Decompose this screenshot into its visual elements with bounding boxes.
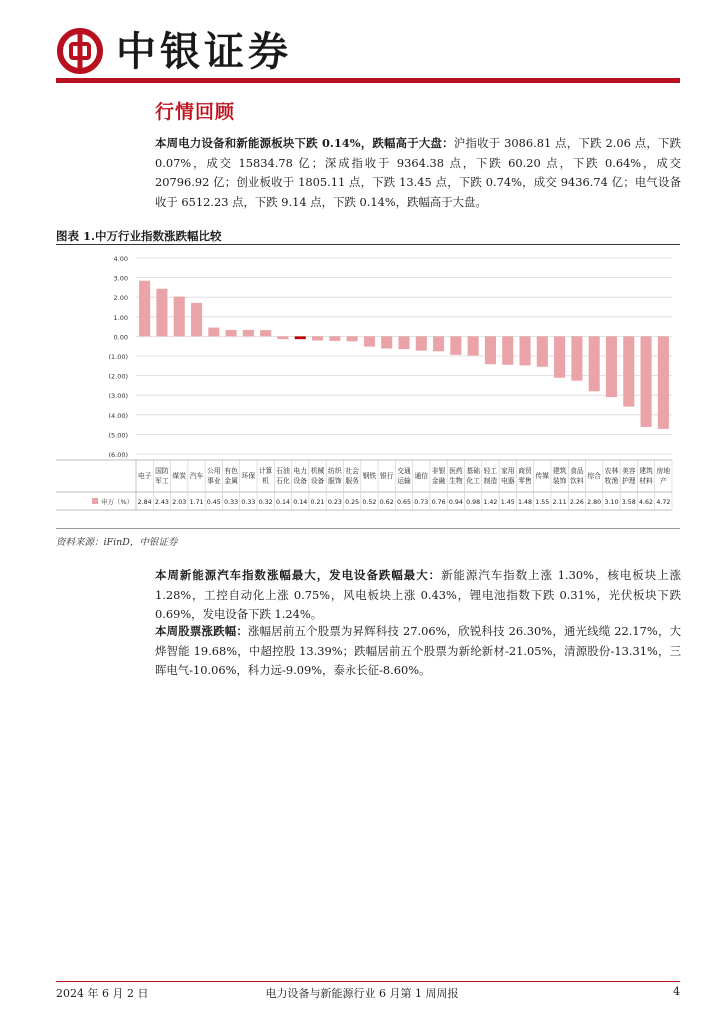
figure-title: 图表 1.中万行业指数涨跌幅比较	[56, 229, 222, 243]
bar	[450, 336, 461, 354]
x-category-label: 产	[659, 477, 667, 485]
y-tick-label: (6.00)	[108, 451, 128, 459]
bar	[277, 336, 288, 339]
x-category-label: 纺织	[328, 467, 342, 475]
value-label: 0.14	[275, 499, 290, 506]
x-category-label: 护理	[621, 477, 636, 485]
x-category-label: 生物	[449, 477, 463, 485]
value-label: 0.98	[466, 499, 481, 506]
bar	[139, 281, 150, 337]
x-category-label: 基础	[466, 467, 480, 475]
x-category-label: 环保	[241, 472, 256, 480]
y-tick-label: 0.00	[113, 333, 128, 342]
section-title: 行情回顾	[155, 101, 236, 123]
x-category-label: 商贸	[518, 467, 532, 475]
x-category-label: 制造	[483, 477, 498, 485]
source-note: 资料来源：iFinD，中银证券	[56, 537, 178, 548]
bar	[295, 336, 306, 339]
x-category-label: 医药	[449, 467, 463, 475]
value-label: 4.72	[656, 499, 671, 506]
x-category-label: 金属	[224, 477, 238, 485]
value-label: 0.32	[258, 499, 273, 506]
value-label: 0.21	[310, 499, 325, 506]
paragraph-body: 新能源汽车指数上涨 1.30%，核电板块上涨 1.28%，工控自动化上涨 0.75%，风电板块上涨 0.43%，锂电池指数下跌 0.31%，光伏板块下跌 0.69%，发电设备下跌 1.24%。	[155, 568, 681, 621]
x-category-label: 汽车	[189, 472, 204, 480]
bar	[433, 336, 444, 351]
value-label: 1.55	[535, 499, 550, 506]
x-category-label: 军工	[155, 477, 169, 485]
bar	[398, 336, 409, 349]
paragraph-body: 沪指收于 3086.81 点，下跌 2.06 点，下跌 0.07%，成交 15834.78 亿；深成指收于 9364.38 点，下跌 60.20 点，下跌 0.64%，成交 20796.92 亿；创业板收于 1805.11 点，下跌 13.45 点，下跌 0.74%，成交 9436.74 亿；电气设备收于 6512.23 点，下跌 9.14 点，下跌 0.14%，跌幅高于大盘。	[155, 136, 681, 209]
x-category-label: 牧渔	[604, 477, 619, 485]
bar	[174, 297, 185, 337]
bar	[641, 336, 652, 427]
paragraph-lead: 本周电力设备和新能源板块下跌 0.14%，跌幅高于大盘：	[155, 136, 454, 150]
value-label: 0.45	[206, 499, 221, 506]
value-label: 0.73	[414, 499, 429, 506]
x-category-label: 传媒	[535, 472, 550, 480]
y-tick-label: 4.00	[113, 255, 128, 263]
x-category-label: 综合	[587, 472, 601, 480]
bar	[329, 336, 340, 341]
value-label: 2.03	[172, 499, 187, 506]
x-category-label: 家用	[500, 467, 515, 475]
x-category-label: 装饰	[552, 477, 567, 485]
bank-of-china-logo-icon	[56, 27, 104, 75]
value-label: 2.80	[587, 499, 602, 506]
bar	[468, 336, 479, 355]
x-category-label: 饮料	[570, 477, 584, 485]
x-category-label: 煤炭	[172, 472, 187, 480]
bar	[554, 336, 565, 377]
market-review-paragraph	[155, 134, 681, 212]
bar	[156, 289, 167, 337]
x-category-label: 公用	[207, 467, 221, 475]
x-category-label: 电器	[500, 477, 515, 485]
value-label: 0.25	[345, 499, 360, 506]
y-tick-label: (5.00)	[108, 431, 128, 440]
legend-swatch	[92, 498, 98, 504]
x-category-label: 化工	[466, 477, 480, 485]
footer-report-title: 电力设备与新能源行业 6 月第 1 周周报	[265, 987, 459, 1000]
value-label: 2.84	[137, 499, 152, 506]
bar	[364, 336, 375, 346]
bar	[658, 336, 669, 429]
x-category-label: 计算	[258, 467, 273, 475]
x-category-label: 建筑	[639, 467, 653, 475]
x-category-label: 材料	[639, 477, 653, 485]
value-label: 1.71	[189, 499, 204, 506]
y-tick-label: 1.00	[113, 313, 128, 322]
x-category-label: 交通	[397, 467, 411, 475]
bar	[260, 330, 271, 336]
bar	[485, 336, 496, 364]
industry-change-bar-chart	[56, 248, 680, 528]
value-label: 0.94	[448, 499, 463, 506]
x-category-label: 零售	[518, 477, 532, 485]
value-label: 1.45	[500, 499, 515, 506]
value-label: 0.62	[379, 499, 394, 506]
sector-index-paragraph	[155, 566, 681, 625]
x-category-label: 非银	[431, 467, 446, 475]
bar	[623, 336, 634, 406]
value-label: 3.10	[604, 499, 619, 506]
x-category-label: 金融	[431, 477, 446, 485]
bar	[502, 336, 513, 364]
y-tick-label: 2.00	[113, 294, 128, 303]
x-category-label: 服务	[345, 477, 359, 485]
x-category-label: 机	[262, 477, 270, 485]
legend-label: 申万（%）	[101, 498, 134, 506]
x-category-label: 国防	[155, 467, 169, 475]
x-category-label: 设备	[293, 477, 308, 485]
x-category-label: 通信	[414, 472, 429, 480]
page-number: 4	[673, 985, 680, 998]
bar	[606, 336, 617, 397]
footer-date: 2024 年 6 月 2 日	[56, 987, 149, 1000]
x-category-label: 银行	[379, 472, 394, 480]
x-category-label: 社会	[345, 467, 359, 475]
y-tick-label: 3.00	[113, 274, 128, 283]
value-label: 0.33	[224, 499, 239, 506]
x-category-label: 运输	[397, 477, 411, 485]
x-category-label: 建筑	[552, 467, 567, 475]
x-category-label: 有色	[224, 467, 238, 475]
x-category-label: 石化	[276, 477, 290, 485]
x-category-label: 设备	[310, 477, 325, 485]
paragraph-lead: 本周股票涨跌幅：	[155, 624, 249, 638]
value-label: 2.26	[569, 499, 584, 506]
value-label: 0.23	[327, 499, 342, 506]
header-rule	[56, 78, 680, 83]
value-label: 0.14	[293, 499, 308, 506]
x-category-label: 轻工	[483, 467, 498, 475]
bar	[571, 336, 582, 380]
value-label: 0.33	[241, 499, 256, 506]
x-category-label: 房地	[656, 467, 671, 475]
value-label: 0.65	[396, 499, 412, 506]
bar	[312, 336, 323, 340]
figure-top-rule	[56, 244, 680, 245]
bar	[208, 328, 219, 337]
x-category-label: 机械	[310, 467, 325, 475]
paragraph-lead: 本周新能源汽车指数涨幅最大，发电设备跌幅最大：	[155, 568, 442, 582]
value-label: 2.11	[552, 499, 567, 506]
x-category-label: 事业	[207, 477, 221, 485]
x-category-label: 美容	[621, 467, 636, 475]
x-category-label: 电子	[137, 472, 152, 480]
x-category-label: 钢铁	[362, 472, 377, 480]
bar	[347, 336, 358, 341]
bar	[381, 336, 392, 348]
value-label: 1.48	[518, 499, 533, 506]
figure-bottom-rule	[56, 528, 680, 529]
brand-name: 中银证券	[116, 28, 292, 75]
bar	[589, 336, 600, 391]
y-tick-label: (1.00)	[108, 353, 128, 361]
value-label: 2.43	[154, 499, 169, 506]
x-category-label: 服饰	[328, 477, 342, 485]
bar	[243, 330, 254, 336]
bar	[537, 336, 548, 366]
bar	[226, 330, 237, 336]
bar	[191, 303, 202, 337]
x-category-label: 石油	[276, 467, 290, 475]
paragraph-body: 涨幅居前五个股票为昇辉科技 27.06%，欣锐科技 26.30%，通光线缆 22.17%，大烨智能 19.68%，中超控股 13.39%；跌幅居前五个股票为新纶新材-21.05%，清源股份-13.31%，三晖电气-10.06%，科力远-9.09%，泰永长征-8.60%。	[155, 624, 681, 677]
stock-movers-paragraph	[155, 622, 681, 681]
y-tick-label: (3.00)	[108, 392, 128, 401]
value-label: 0.52	[362, 499, 377, 506]
value-label: 3.58	[621, 499, 636, 506]
x-category-label: 电力	[293, 467, 308, 475]
value-label: 1.42	[483, 499, 498, 506]
value-label: 0.76	[431, 499, 446, 506]
value-label: 4.62	[639, 499, 654, 506]
y-tick-label: (2.00)	[108, 372, 128, 381]
bar	[416, 336, 427, 350]
bar	[519, 336, 530, 365]
y-tick-label: (4.00)	[108, 411, 128, 420]
x-category-label: 农林	[604, 467, 619, 475]
x-category-label: 食品	[570, 467, 584, 475]
footer-rule	[56, 981, 680, 982]
